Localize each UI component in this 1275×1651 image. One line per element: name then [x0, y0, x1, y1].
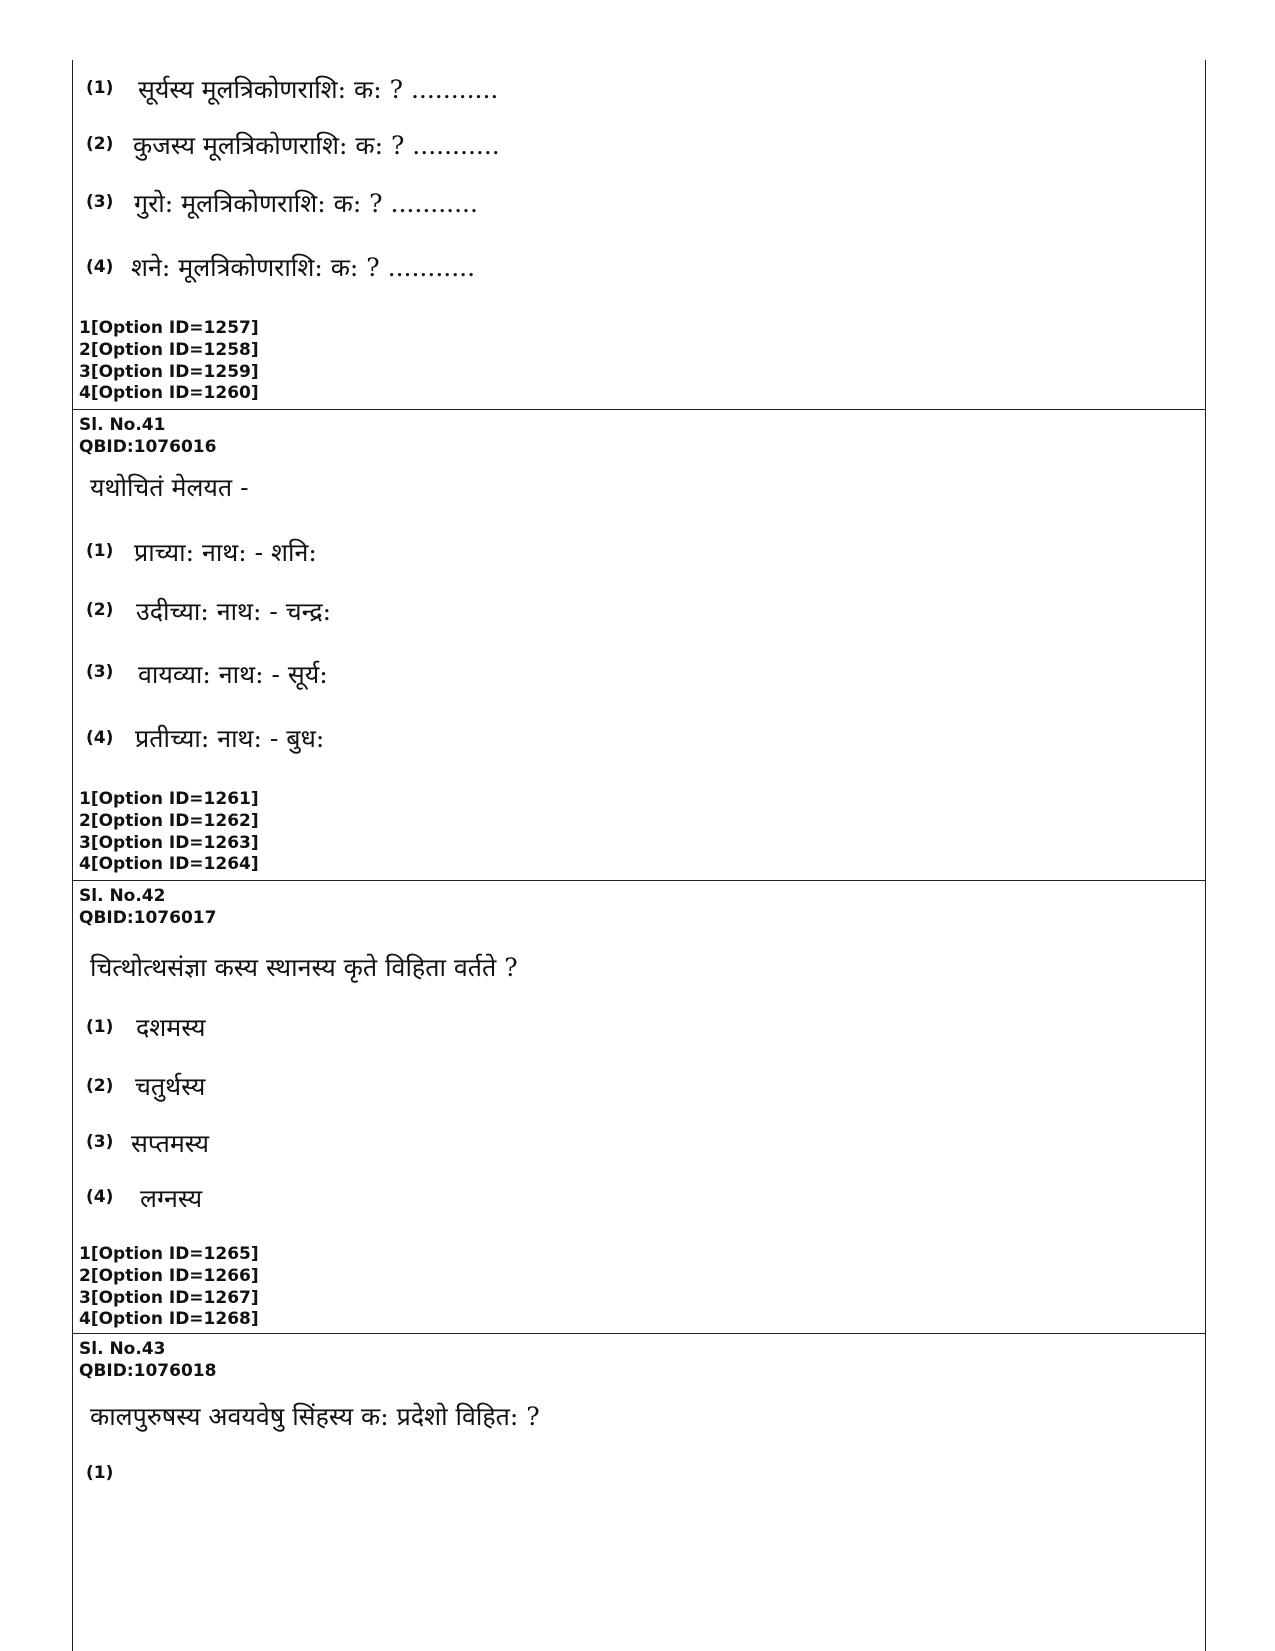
option-id: 3[Option ID=1263]	[79, 832, 259, 853]
option-number: (2)	[86, 600, 114, 620]
divider	[72, 880, 1206, 881]
option-number: (3)	[86, 1132, 114, 1152]
option-number: (1)	[86, 1463, 114, 1483]
option-text: प्राच्या: नाथ: - शनि:	[134, 538, 317, 567]
option-text: सूर्यस्य मूलत्रिकोणराशि: क: ? ...........	[138, 75, 499, 104]
option-id: 4[Option ID=1264]	[79, 854, 259, 875]
option-id-list	[79, 789, 259, 876]
option-id-list	[79, 318, 259, 405]
option-id: 1[Option ID=1257]	[79, 318, 259, 338]
option-text: वायव्या: नाथ: - सूर्य:	[138, 660, 328, 689]
question-text: कालपुरुषस्य अवयवेषु सिंहस्य क: प्रदेशो विहित: ?	[90, 1402, 540, 1431]
option-number: (4)	[86, 257, 114, 277]
option-number: (1)	[86, 541, 114, 561]
option-id: 3[Option ID=1267]	[79, 1287, 259, 1308]
question-meta	[79, 415, 216, 458]
divider	[72, 1333, 1206, 1334]
option-text: चतुर्थस्य	[135, 1072, 206, 1101]
option-id: 1[Option ID=1261]	[79, 789, 259, 809]
option-text: शने: मूलत्रिकोणराशि: क: ? ...........	[131, 253, 476, 282]
option-number: (1)	[86, 78, 114, 98]
option-id: 2[Option ID=1266]	[79, 1265, 259, 1286]
qbid: QBID:1076018	[79, 1360, 217, 1381]
option-number: (2)	[86, 134, 114, 154]
option-id-list	[79, 1244, 259, 1331]
qbid: QBID:1076016	[79, 436, 217, 457]
option-text: लग्नस्य	[140, 1184, 203, 1213]
question-text: चित्थोत्थसंज्ञा कस्य स्थानस्य कृते विहिता वर्तते ?	[90, 953, 518, 982]
option-number: (2)	[86, 1076, 114, 1096]
option-number: (3)	[86, 192, 114, 212]
option-id: 3[Option ID=1259]	[79, 361, 259, 382]
option-id: 4[Option ID=1260]	[79, 383, 259, 404]
option-number: (1)	[86, 1017, 114, 1037]
option-number: (4)	[86, 1187, 114, 1207]
serial-number: Sl. No.42	[79, 886, 166, 906]
option-text: गुरो: मूलत्रिकोणराशि: क: ? ...........	[134, 189, 478, 218]
option-number: (4)	[86, 728, 114, 748]
option-id: 2[Option ID=1262]	[79, 810, 259, 831]
question-meta	[79, 1339, 216, 1382]
option-id: 4[Option ID=1268]	[79, 1309, 259, 1330]
option-text: प्रतीच्या: नाथ: - बुध:	[135, 724, 325, 753]
option-id: 1[Option ID=1265]	[79, 1244, 259, 1264]
option-number: (3)	[86, 662, 114, 682]
option-text: उदीच्या: नाथ: - चन्द्र:	[136, 597, 332, 626]
question-meta	[79, 886, 216, 929]
option-text: सप्तमस्य	[131, 1129, 210, 1158]
serial-number: Sl. No.41	[79, 415, 166, 435]
option-text: कुजस्य मूलत्रिकोणराशि: क: ? ...........	[133, 131, 500, 160]
serial-number: Sl. No.43	[79, 1339, 166, 1359]
qbid: QBID:1076017	[79, 907, 217, 928]
question-text: यथोचितं मेलयत -	[90, 473, 249, 502]
option-text: दशमस्य	[136, 1013, 206, 1042]
option-id: 2[Option ID=1258]	[79, 339, 259, 360]
divider	[72, 409, 1206, 410]
